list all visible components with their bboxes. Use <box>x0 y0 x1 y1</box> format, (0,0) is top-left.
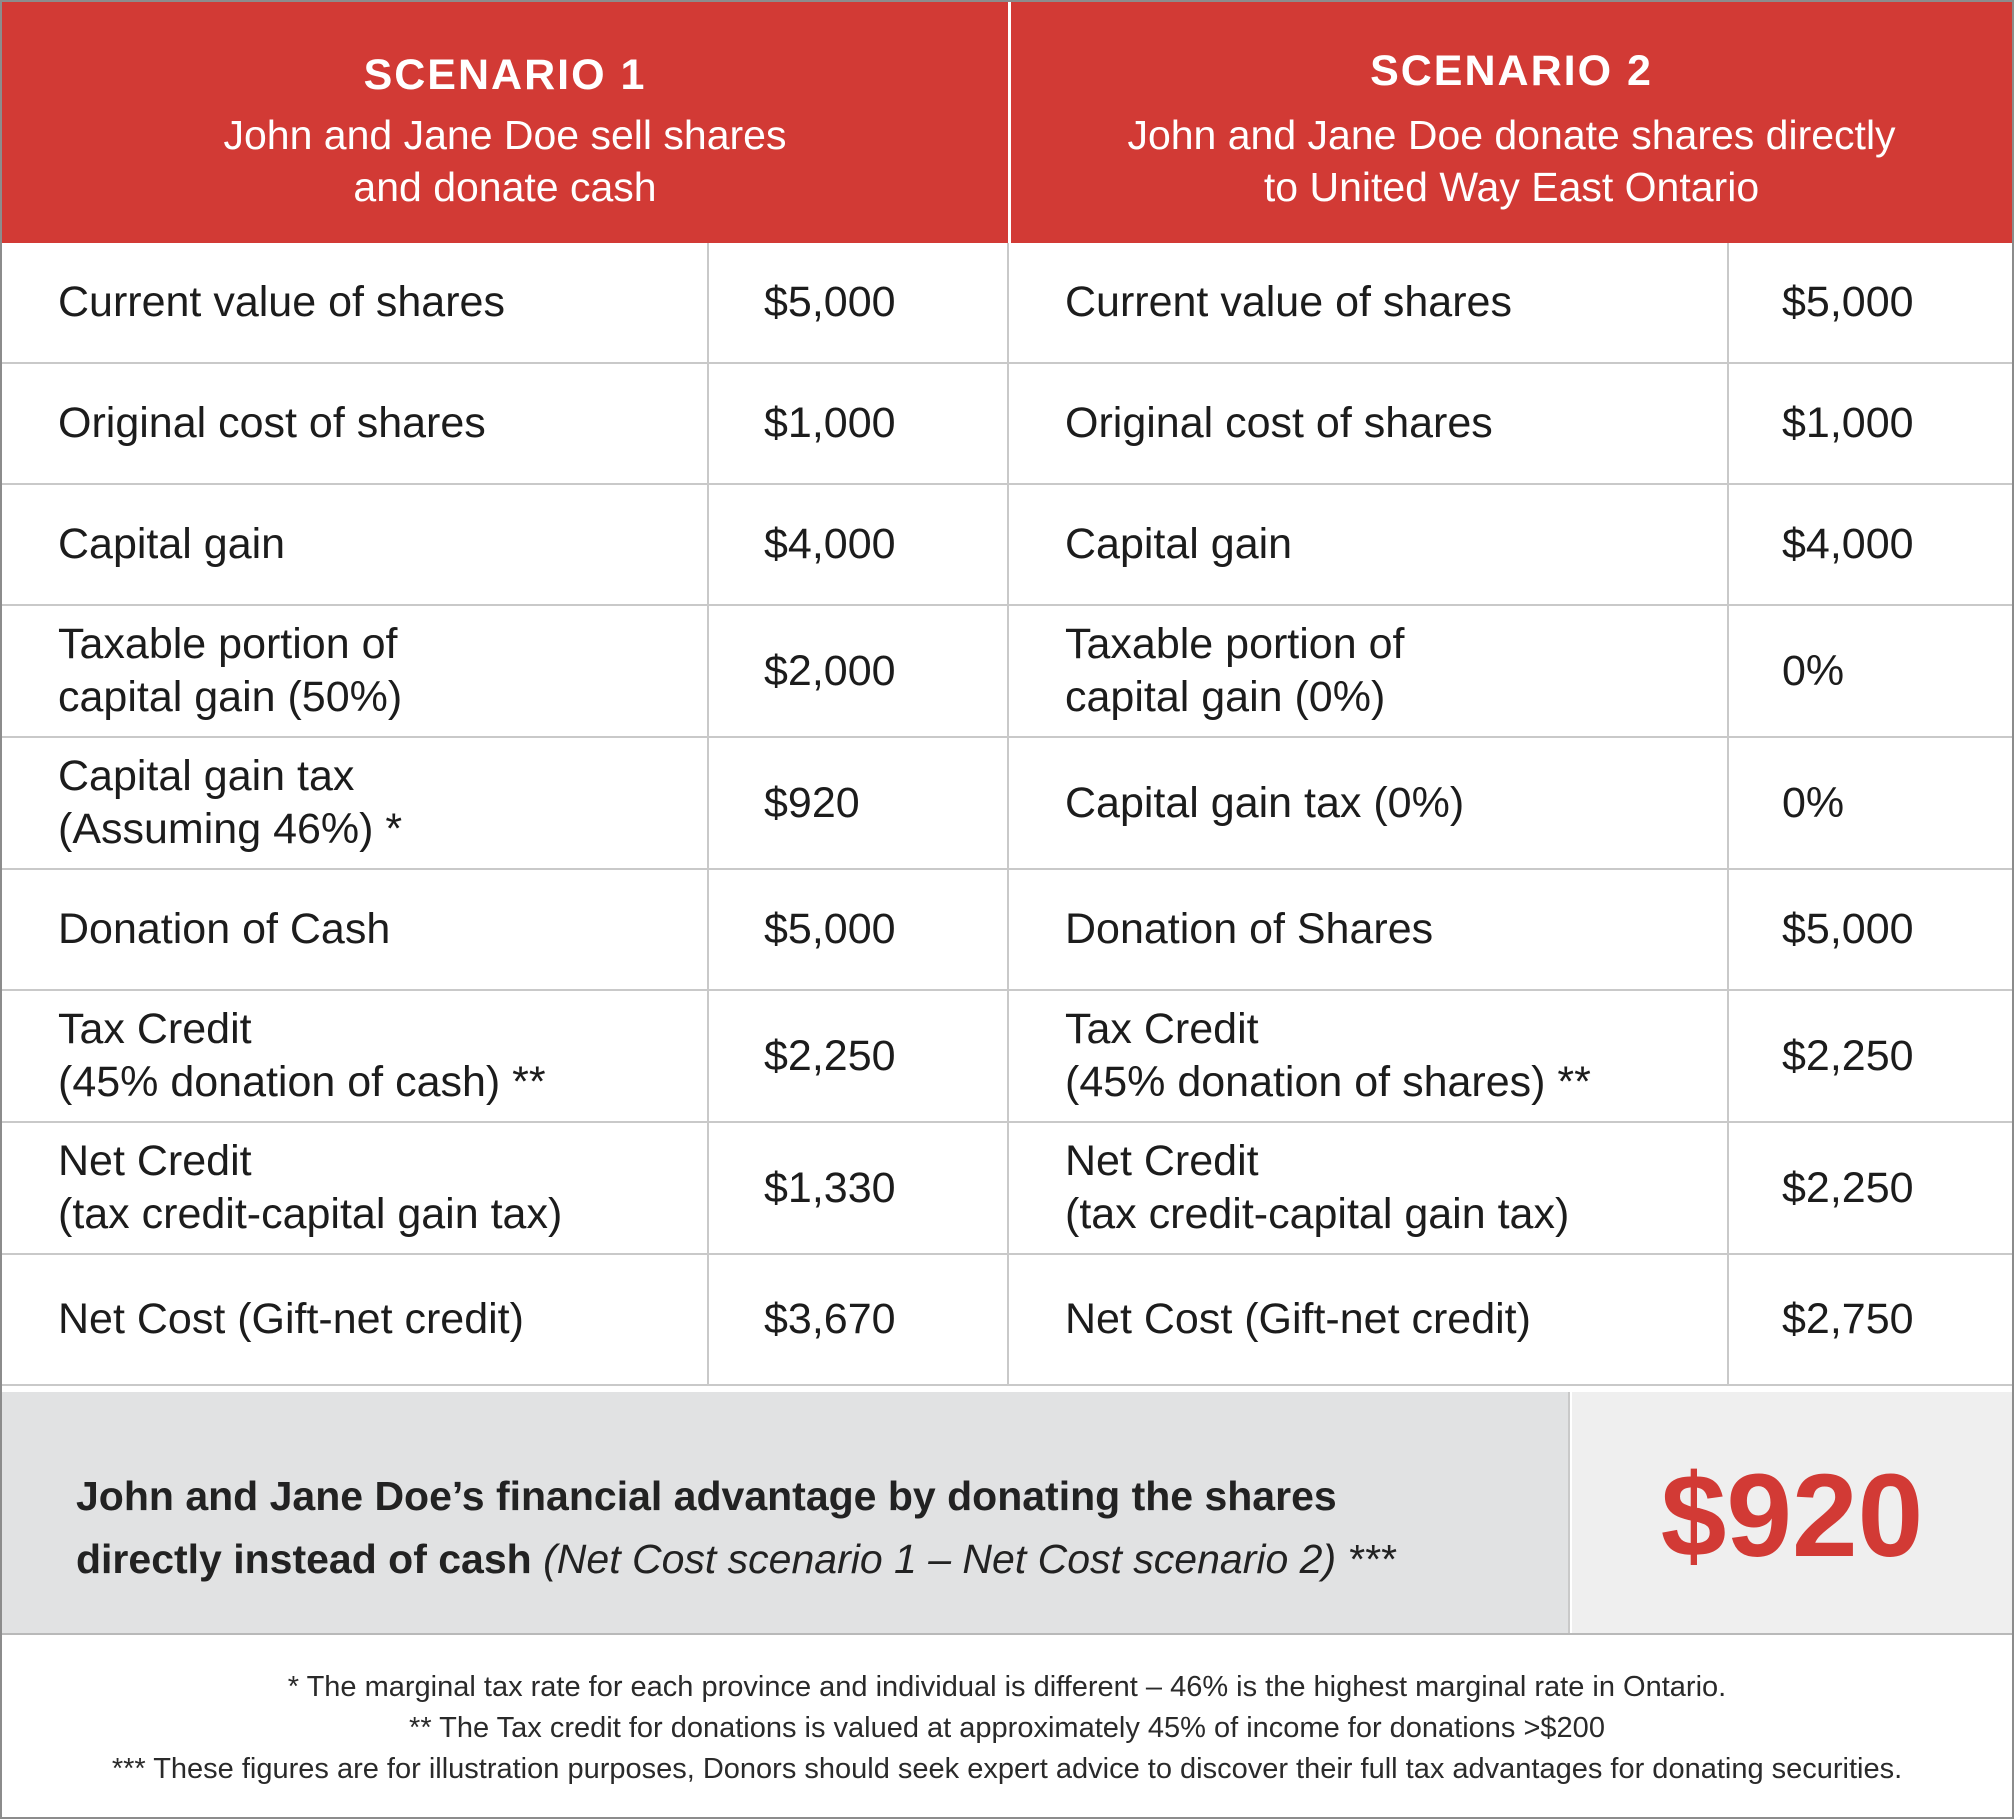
summary-bold-line1: John and Jane Doe’s financial advantage by donating the shares <box>76 1473 1337 1519</box>
scenario-1-header <box>2 2 1008 243</box>
label-line: Taxable portion of <box>58 620 398 668</box>
footnotes <box>2 1667 2012 1790</box>
label-line: Current value of shares <box>1065 278 1512 326</box>
scenario-1-value: $2,000 <box>709 606 1009 736</box>
scenario-1-value: $5,000 <box>709 870 1009 989</box>
scenario-2-label <box>1009 1123 1729 1253</box>
scenario-2-value: $2,250 <box>1782 1163 1914 1212</box>
scenario-2-header <box>1011 2 2012 243</box>
label-line: Original cost of shares <box>58 399 486 447</box>
label-line: Net Credit <box>1065 1137 1259 1185</box>
table-row <box>2 738 2012 870</box>
label-line: (Assuming 46%) * <box>58 805 403 853</box>
label-line: (45% donation of cash) ** <box>58 1058 546 1106</box>
summary-value: $920 <box>1572 1392 2012 1633</box>
label-line: Tax Credit <box>1065 1005 1259 1053</box>
scenario-2-subtitle-line2: to United Way East Ontario <box>1263 164 1760 210</box>
scenario-2-value: $2,250 <box>1782 1031 1914 1080</box>
table-row <box>2 485 2012 606</box>
scenario-1-label <box>2 364 709 483</box>
footnote-3: *** These figures are for illustration purposes, Donors should seek expert advice to discover their full tax advantages for donating securities. <box>111 1753 1903 1785</box>
scenario-2-value: $2,750 <box>1782 1295 1914 1343</box>
scenario-1-label <box>2 738 709 868</box>
label-line: (45% donation of shares) ** <box>1065 1058 1591 1106</box>
scenario-2-subtitle <box>1011 109 2012 213</box>
scenario-1-label <box>2 870 709 989</box>
scenario-2-value: $5,000 <box>1782 278 1914 326</box>
scenario-1-subtitle <box>2 109 1008 213</box>
summary-italic-note: (Net Cost scenario 1 – Net Cost scenario 2) *** <box>543 1536 1396 1582</box>
scenario-2-label <box>1009 485 1729 604</box>
scenario-1-subtitle-line1: John and Jane Doe sell shares <box>223 112 787 158</box>
scenario-2-value: $1,000 <box>1782 399 1914 447</box>
scenario-1-label <box>2 1123 709 1253</box>
scenario-2-label <box>1009 606 1729 736</box>
scenario-2-value: 0% <box>1782 646 1845 695</box>
scenario-2-label <box>1009 1255 1729 1384</box>
footnote-2: ** The Tax credit for donations is valued at approximately 45% of income for donations >$200 <box>409 1712 1605 1744</box>
scenario-2-value: $4,000 <box>1782 520 1914 568</box>
label-line: Taxable portion of <box>1065 620 1405 668</box>
table-row <box>2 1255 2012 1384</box>
scenario-1-value: $2,250 <box>709 991 1009 1121</box>
table-body <box>2 243 2012 1386</box>
scenario-1-subtitle-line2: and donate cash <box>353 164 657 210</box>
table-row <box>2 870 2012 991</box>
label-line: Capital gain tax (0%) <box>1065 778 1465 827</box>
label-line: capital gain (0%) <box>1065 673 1386 721</box>
scenario-1-value: $920 <box>709 738 1009 868</box>
label-line: Current value of shares <box>58 278 505 326</box>
scenario-1-title: SCENARIO 1 <box>363 51 647 99</box>
scenario-1-label <box>2 991 709 1121</box>
label-line: Donation of Shares <box>1065 905 1434 953</box>
scenario-1-label <box>2 243 709 362</box>
scenario-2-label <box>1009 243 1729 362</box>
label-line: Net Cost (Gift-net credit) <box>58 1295 524 1343</box>
label-line: Net Credit <box>58 1137 252 1185</box>
table-row <box>2 606 2012 738</box>
label-line: Tax Credit <box>58 1005 252 1053</box>
scenario-1-value: $4,000 <box>709 485 1009 604</box>
scenario-1-label <box>2 1255 709 1384</box>
summary-text <box>2 1392 1570 1633</box>
summary-row <box>2 1392 2012 1635</box>
label-line: Capital gain <box>1065 520 1293 568</box>
scenario-1-value: $3,670 <box>709 1255 1009 1384</box>
label-line: Original cost of shares <box>1065 399 1493 447</box>
table-row <box>2 243 2012 364</box>
scenario-2-label <box>1009 364 1729 483</box>
scenario-2-label <box>1009 991 1729 1121</box>
scenario-2-value: 0% <box>1782 778 1845 827</box>
table-row <box>2 1123 2012 1255</box>
summary-bold-line2: directly instead of cash <box>76 1536 532 1582</box>
scenario-2-subtitle-line1: John and Jane Doe donate shares directly <box>1127 112 1896 158</box>
label-line: capital gain (50%) <box>58 673 403 721</box>
scenario-1-value: $1,330 <box>709 1123 1009 1253</box>
table-row <box>2 991 2012 1123</box>
scenario-2-label <box>1009 870 1729 989</box>
label-line: Donation of Cash <box>58 905 391 953</box>
scenario-2-label <box>1009 738 1729 868</box>
label-line: Net Cost (Gift-net credit) <box>1065 1295 1531 1343</box>
label-line: (tax credit-capital gain tax) <box>1065 1190 1570 1238</box>
label-line: (tax credit-capital gain tax) <box>58 1190 563 1238</box>
footnote-1: * The marginal tax rate for each province and individual is different – 46% is the highest marginal rate in Ontario. <box>287 1671 1727 1703</box>
scenario-2-value: $5,000 <box>1782 905 1914 953</box>
label-line: Capital gain tax <box>58 752 355 800</box>
scenario-2-title: SCENARIO 2 <box>1370 47 1653 95</box>
scenario-1-value: $1,000 <box>709 364 1009 483</box>
scenario-1-label <box>2 606 709 736</box>
scenario-1-value: $5,000 <box>709 243 1009 362</box>
label-line: Capital gain <box>58 520 286 568</box>
scenario-1-label <box>2 485 709 604</box>
table-row <box>2 364 2012 485</box>
